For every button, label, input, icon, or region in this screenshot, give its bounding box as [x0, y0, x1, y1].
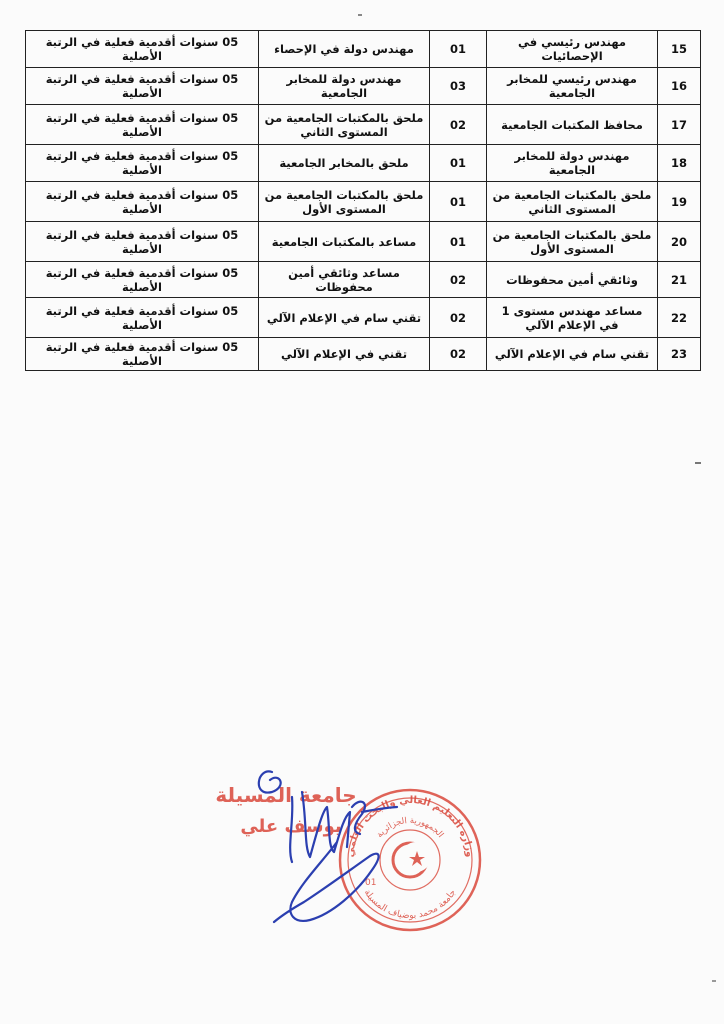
condition-cell: 05 سنوات أقدمية فعلية في الرتبة الأصلية	[26, 105, 259, 145]
table-row	[26, 105, 701, 145]
grade-cell: وثائقي أمين محفوظات	[487, 262, 658, 298]
count-cell: 01	[430, 182, 487, 222]
target-grade-cell: مهندس دولة للمخابر الجامعية	[259, 68, 430, 105]
count-cell: 02	[430, 105, 487, 145]
target-grade-cell: ملحق بالمخابر الجامعية	[259, 145, 430, 182]
table-row	[26, 298, 701, 338]
count-cell: 01	[430, 31, 487, 68]
condition-cell: 05 سنوات أقدمية فعلية في الرتبة الأصلية	[26, 338, 259, 371]
grade-cell: تقني سام في الإعلام الآلي	[487, 338, 658, 371]
count-cell: 02	[430, 298, 487, 338]
count-cell: 02	[430, 262, 487, 298]
signature-stamp-line1: جامعة المسيلة	[215, 783, 357, 807]
grade-cell: ملحق بالمكتبات الجامعية من المستوى الثاني	[487, 182, 658, 222]
grade-cell: مساعد مهندس مستوى 1 في الإعلام الآلي	[487, 298, 658, 338]
table-row	[26, 222, 701, 262]
grade-cell: مهندس رئيسي للمخابر الجامعية	[487, 68, 658, 105]
count-cell: 01	[430, 222, 487, 262]
row-number: 16	[658, 68, 701, 105]
grade-cell: محافظ المكتبات الجامعية	[487, 105, 658, 145]
table-row	[26, 338, 701, 371]
count-cell: 01	[430, 145, 487, 182]
table-row	[26, 145, 701, 182]
grade-cell: مهندس رئيسي في الإحصائيات	[487, 31, 658, 68]
target-grade-cell: تقني في الإعلام الآلي	[259, 338, 430, 371]
condition-cell: 05 سنوات أقدمية فعلية في الرتبة الأصلية	[26, 31, 259, 68]
table-row	[26, 262, 701, 298]
row-number: 21	[658, 262, 701, 298]
seal-inner-text: الجمهورية الجزائرية	[374, 815, 446, 840]
row-number: 15	[658, 31, 701, 68]
target-grade-cell: ملحق بالمكتبات الجامعية من المستوى الثاني	[259, 105, 430, 145]
table-row	[26, 68, 701, 105]
grade-cell: مهندس دولة للمخابر الجامعية	[487, 145, 658, 182]
target-grade-cell: مساعد بالمكتبات الجامعية	[259, 222, 430, 262]
target-grade-cell: مهندس دولة في الإحصاء	[259, 31, 430, 68]
target-grade-cell: ملحق بالمكتبات الجامعية من المستوى الأول	[259, 182, 430, 222]
row-number: 18	[658, 145, 701, 182]
seal-outer-text: وزارة التعليم العالي والبحث العلمي	[344, 794, 475, 858]
table-row	[26, 31, 701, 68]
condition-cell: 05 سنوات أقدمية فعلية في الرتبة الأصلية	[26, 145, 259, 182]
page-mark	[358, 14, 362, 16]
page-mark	[695, 462, 701, 464]
table-row	[26, 182, 701, 222]
count-cell: 02	[430, 338, 487, 371]
row-number: 17	[658, 105, 701, 145]
page-mark	[712, 980, 716, 982]
seal-bottom-text: جامعة محمد بوضياف المسيلة	[361, 887, 459, 922]
row-number: 20	[658, 222, 701, 262]
grade-cell: ملحق بالمكتبات الجامعية من المستوى الأول	[487, 222, 658, 262]
condition-cell: 05 سنوات أقدمية فعلية في الرتبة الأصلية	[26, 262, 259, 298]
count-cell: 03	[430, 68, 487, 105]
row-number: 22	[658, 298, 701, 338]
row-number: 19	[658, 182, 701, 222]
condition-cell: 05 سنوات أقدمية فعلية في الرتبة الأصلية	[26, 298, 259, 338]
signature-stamp-line2: يوسف علي	[240, 816, 342, 837]
row-number: 23	[658, 338, 701, 371]
positions-table	[25, 30, 701, 371]
condition-cell: 05 سنوات أقدمية فعلية في الرتبة الأصلية	[26, 222, 259, 262]
target-grade-cell: تقني سام في الإعلام الآلي	[259, 298, 430, 338]
handwritten-signature	[232, 752, 412, 942]
target-grade-cell: مساعد وثائقي أمين محفوظات	[259, 262, 430, 298]
condition-cell: 05 سنوات أقدمية فعلية في الرتبة الأصلية	[26, 182, 259, 222]
seal-number: 01	[365, 878, 377, 888]
condition-cell: 05 سنوات أقدمية فعلية في الرتبة الأصلية	[26, 68, 259, 105]
